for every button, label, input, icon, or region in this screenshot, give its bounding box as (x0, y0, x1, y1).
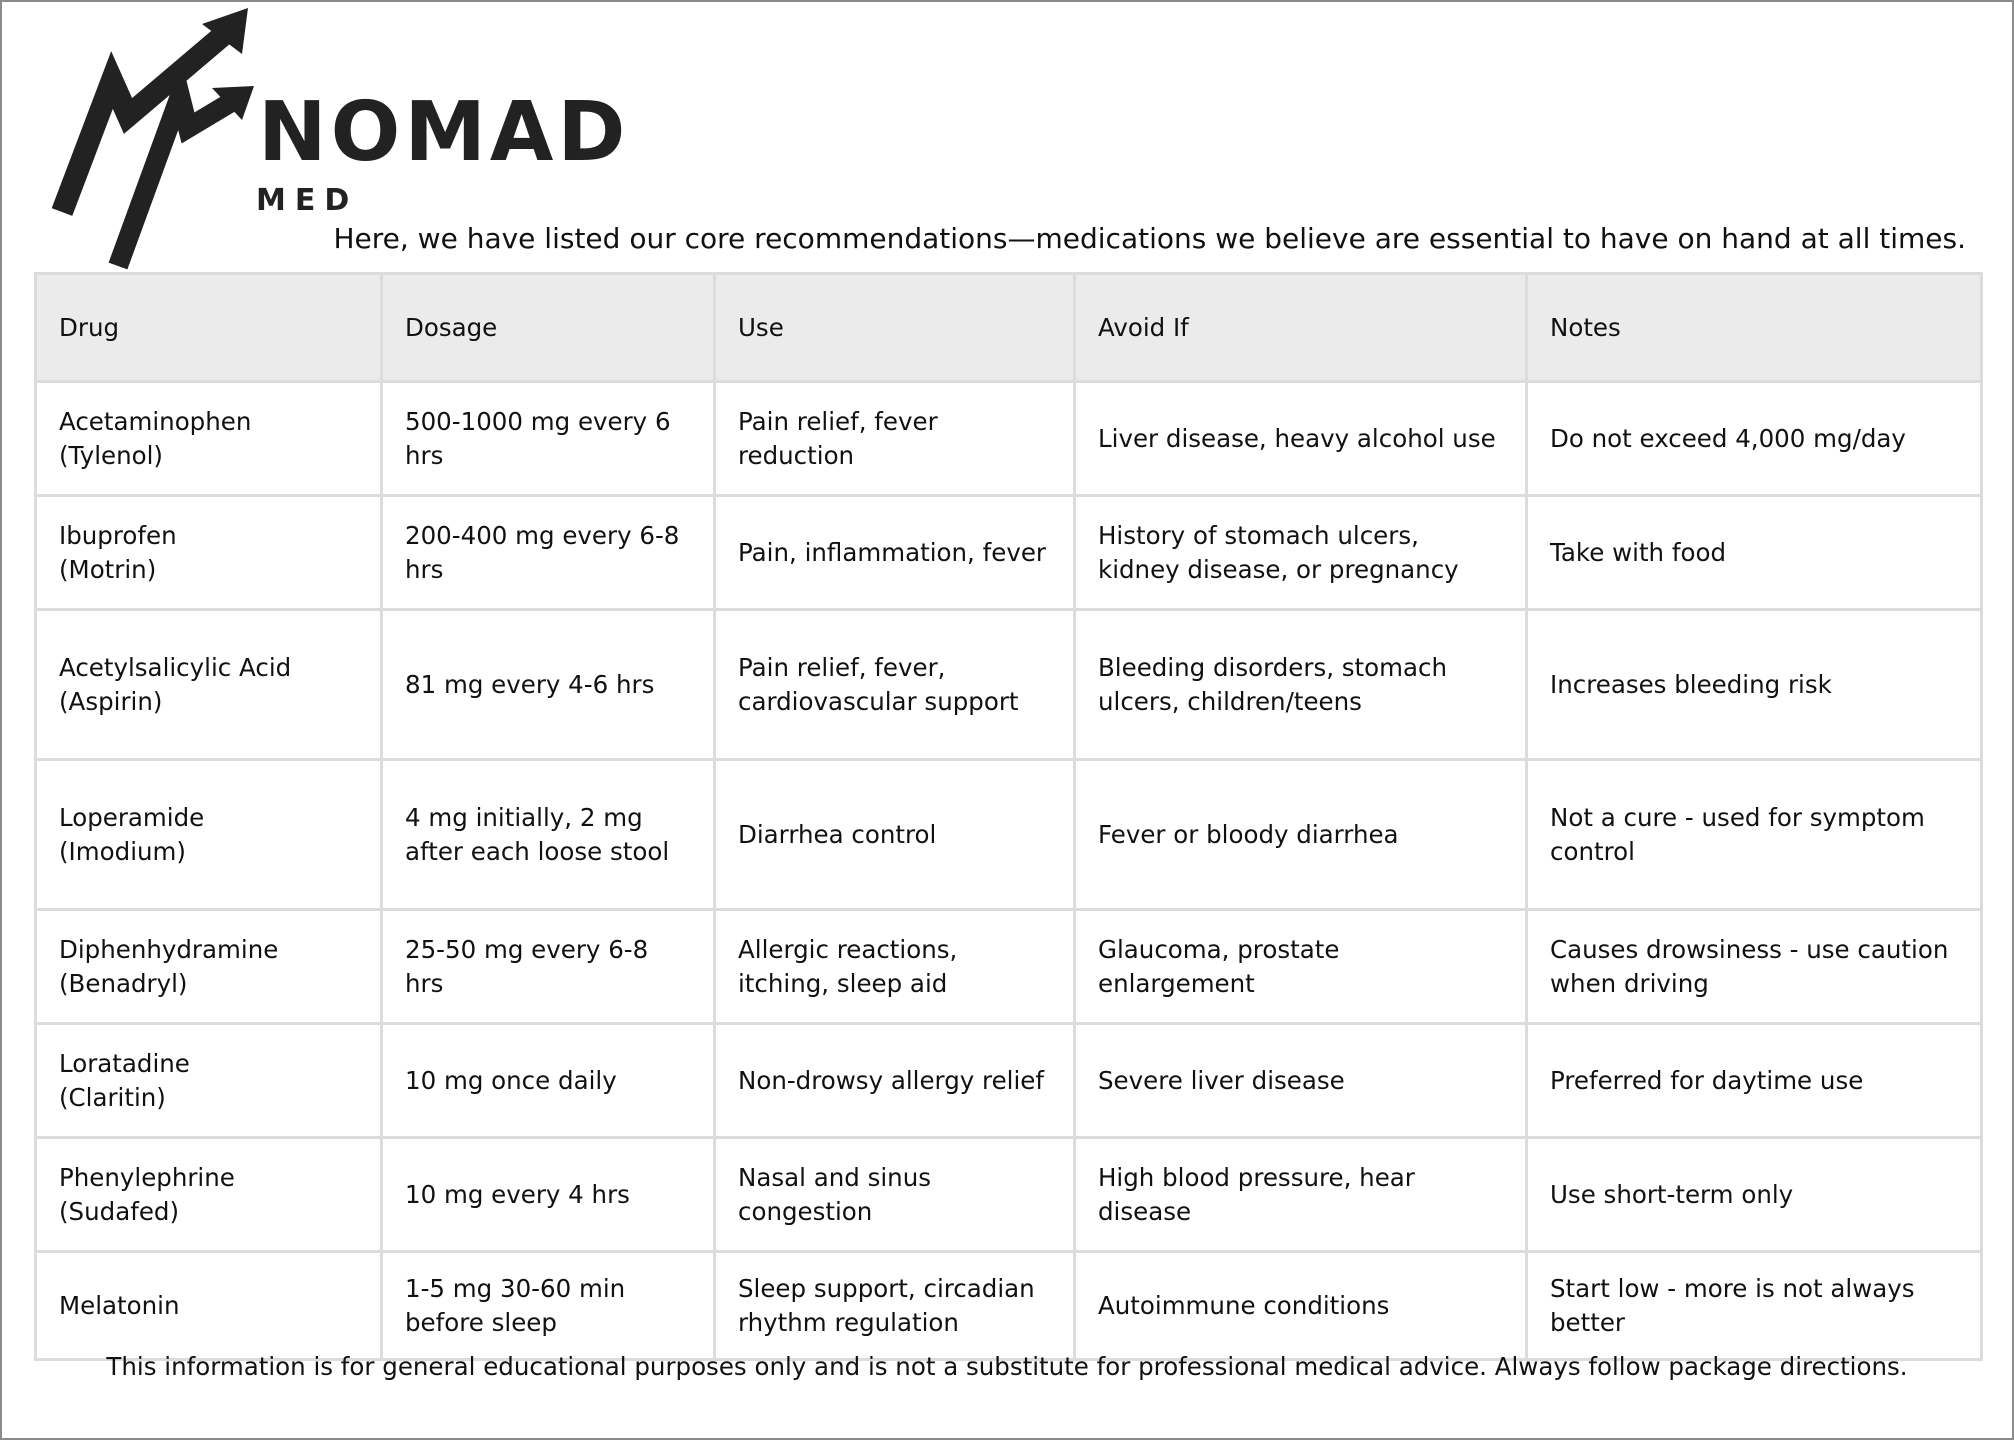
cell-avoid-if: Severe liver disease (1075, 1024, 1527, 1138)
cell-drug: Phenylephrine (Sudafed) (36, 1138, 382, 1252)
cell-avoid-if: Bleeding disorders, stomach ulcers, children/teens (1075, 610, 1527, 760)
disclaimer-text: This information is for general educational purposes only and is not a substitute for professional medical advice. Always follow package directions. (106, 1352, 1908, 1381)
cell-notes: Take with food (1527, 496, 1982, 610)
cell-use: Sleep support, circadian rhythm regulation (715, 1252, 1075, 1360)
cell-drug: Loperamide (Imodium) (36, 760, 382, 910)
cell-notes: Causes drowsiness - use caution when driving (1527, 910, 1982, 1024)
cell-dosage: 10 mg every 4 hrs (382, 1138, 715, 1252)
cell-avoid-if: Liver disease, heavy alcohol use (1075, 382, 1527, 496)
cell-avoid-if: Glaucoma, prostate enlargement (1075, 910, 1527, 1024)
header-use: Use (715, 274, 1075, 382)
header-avoid-if: Avoid If (1075, 274, 1527, 382)
cell-use: Pain relief, fever reduction (715, 382, 1075, 496)
cell-use: Pain, inflammation, fever (715, 496, 1075, 610)
cell-use: Nasal and sinus congestion (715, 1138, 1075, 1252)
table-header-row (36, 274, 1982, 382)
cell-avoid-if: Autoimmune conditions (1075, 1252, 1527, 1360)
cell-drug: Loratadine (Claritin) (36, 1024, 382, 1138)
cell-dosage: 200-400 mg every 6-8 hrs (382, 496, 715, 610)
cell-drug: Ibuprofen (Motrin) (36, 496, 382, 610)
table-row (36, 382, 1982, 496)
table-row (36, 760, 1982, 910)
table-row (36, 1138, 1982, 1252)
cell-drug: Acetaminophen (Tylenol) (36, 382, 382, 496)
header-drug: Drug (36, 274, 382, 382)
cell-dosage: 1-5 mg 30-60 min before sleep (382, 1252, 715, 1360)
cell-notes: Start low - more is not always better (1527, 1252, 1982, 1360)
cell-use: Pain relief, fever, cardiovascular support (715, 610, 1075, 760)
cell-avoid-if: Fever or bloody diarrhea (1075, 760, 1527, 910)
cell-notes: Not a cure - used for symptom control (1527, 760, 1982, 910)
brand-name: NOMAD (258, 85, 630, 180)
table-row (36, 1252, 1982, 1360)
cell-notes: Preferred for daytime use (1527, 1024, 1982, 1138)
table-row (36, 1024, 1982, 1138)
brand-subtitle: MED (256, 183, 359, 218)
header-dosage: Dosage (382, 274, 715, 382)
cell-dosage: 25-50 mg every 6-8 hrs (382, 910, 715, 1024)
table-row (36, 910, 1982, 1024)
table-row (36, 496, 1982, 610)
medication-table (34, 272, 1983, 1361)
cell-use: Diarrhea control (715, 760, 1075, 910)
cell-dosage: 81 mg every 4-6 hrs (382, 610, 715, 760)
cell-dosage: 4 mg initially, 2 mg after each loose stool (382, 760, 715, 910)
cell-avoid-if: High blood pressure, hear disease (1075, 1138, 1527, 1252)
cell-avoid-if: History of stomach ulcers, kidney disease, or pregnancy (1075, 496, 1527, 610)
cell-use: Allergic reactions, itching, sleep aid (715, 910, 1075, 1024)
cell-drug: Diphenhydramine (Benadryl) (36, 910, 382, 1024)
cell-notes: Do not exceed 4,000 mg/day (1527, 382, 1982, 496)
cell-use: Non-drowsy allergy relief (715, 1024, 1075, 1138)
intro-text: Here, we have listed our core recommendations—medications we believe are essential to have on hand at all times. (333, 222, 1966, 255)
cell-drug: Acetylsalicylic Acid (Aspirin) (36, 610, 382, 760)
cell-notes: Increases bleeding risk (1527, 610, 1982, 760)
table-row (36, 610, 1982, 760)
header-notes: Notes (1527, 274, 1982, 382)
cell-dosage: 500-1000 mg every 6 hrs (382, 382, 715, 496)
cell-drug: Melatonin (36, 1252, 382, 1360)
cell-notes: Use short-term only (1527, 1138, 1982, 1252)
cell-dosage: 10 mg once daily (382, 1024, 715, 1138)
